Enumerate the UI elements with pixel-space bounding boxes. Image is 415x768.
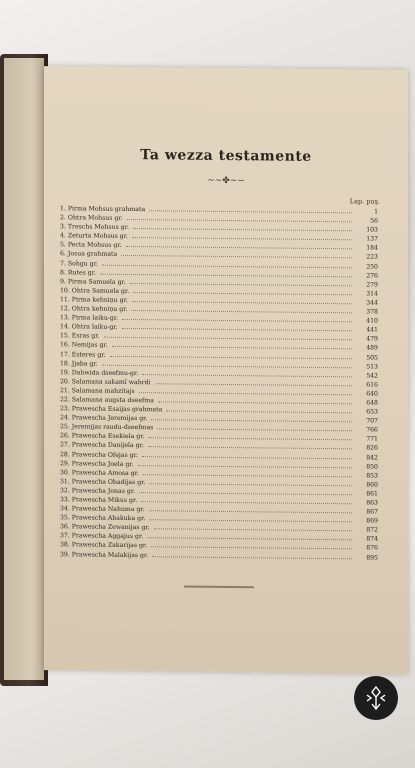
toc-entry-page: 861 bbox=[366, 490, 378, 498]
toc-entry-page: 276 bbox=[366, 272, 378, 280]
dot-leader bbox=[147, 533, 352, 541]
dot-leader bbox=[127, 214, 352, 222]
toc-entry-page: 895 bbox=[366, 554, 378, 562]
toc-entry-label: 1. Pirma Mohsus grahmata bbox=[60, 205, 146, 214]
toc-entry-label: 18. Jjaba gr. bbox=[60, 359, 98, 368]
dot-leader bbox=[142, 369, 352, 377]
toc-entry-label: 30. Prawescha Amosa gr. bbox=[60, 468, 139, 477]
dot-leader bbox=[151, 542, 352, 550]
toc-entry-label: 26. Prawescha Esekiela gr. bbox=[60, 432, 145, 441]
watermark-badge bbox=[354, 676, 398, 720]
toc-entry-page: 863 bbox=[366, 499, 378, 507]
toc-entry-page: 505 bbox=[366, 353, 378, 362]
toc-entry-page: 640 bbox=[366, 390, 378, 398]
toc-entry-page: 853 bbox=[366, 472, 378, 480]
dot-leader bbox=[130, 278, 352, 286]
toc-entry-page: 872 bbox=[366, 526, 378, 534]
dot-leader bbox=[148, 442, 352, 450]
dot-leader bbox=[152, 551, 352, 559]
toc-entry-page: 279 bbox=[366, 281, 378, 289]
toc-entry-label: 35. Prawescha Abakuka gr. bbox=[60, 514, 146, 523]
toc-entry-page: 860 bbox=[366, 481, 378, 489]
toc-entry-label: 8. Rutes gr. bbox=[60, 268, 97, 277]
toc-entry-label: 27. Prawescha Danijela gr. bbox=[60, 441, 144, 450]
dot-leader bbox=[102, 359, 352, 368]
dot-leader bbox=[142, 451, 352, 459]
dot-leader bbox=[133, 223, 352, 231]
toc-entry-label: 16. Nemijas gr. bbox=[60, 341, 108, 350]
toc-entry-page: 771 bbox=[366, 435, 378, 443]
toc-entry-page: 867 bbox=[366, 508, 378, 516]
toc-entry-label: 4. Zeturta Mohsus gr. bbox=[60, 232, 128, 241]
toc-entry-page: 513 bbox=[366, 363, 378, 371]
toc-entry-page: 616 bbox=[366, 381, 378, 389]
dot-leader bbox=[154, 524, 352, 532]
toc-entry-label: 19. Dahwida dseefmu-gr. bbox=[60, 368, 139, 377]
end-rule bbox=[184, 586, 254, 589]
table-of-contents bbox=[60, 204, 378, 562]
toc-entry-page: 869 bbox=[366, 517, 378, 525]
toc-entry-label: 23. Prawescha Esaijas grahmata bbox=[60, 405, 163, 414]
dot-leader bbox=[166, 405, 352, 413]
dot-leader bbox=[133, 287, 352, 295]
toc-entry-label: 11. Pirma kehniņu gr. bbox=[60, 296, 128, 304]
toc-entry-label: 14. Ohtra laiku-gr. bbox=[60, 323, 118, 332]
dot-leader bbox=[149, 205, 352, 213]
toc-entry-label: 7. Sohgu gr. bbox=[60, 259, 98, 268]
toc-entry-page: 479 bbox=[366, 335, 378, 343]
dot-leader bbox=[122, 323, 352, 331]
toc-entry-label: 29. Prawescha Joela gr. bbox=[60, 459, 134, 468]
toc-entry-label: 12. Ohtra kehniņu gr. bbox=[60, 305, 128, 313]
toc-entry-label: 25. Jeremijas raudu-dseefmas bbox=[60, 423, 154, 432]
toc-entry-page: 103 bbox=[366, 226, 378, 234]
dot-leader bbox=[155, 378, 352, 386]
toc-entry-label: 39. Prawescha Malakijas gr. bbox=[60, 550, 149, 559]
toc-entry-page: 441 bbox=[366, 326, 378, 334]
toc-entry-page: 874 bbox=[366, 535, 378, 543]
dot-leader bbox=[121, 250, 352, 258]
dot-leader bbox=[151, 414, 352, 422]
dot-leader bbox=[102, 259, 352, 268]
toc-entry-label: 15. Esras gr. bbox=[60, 332, 100, 340]
dot-leader bbox=[131, 305, 352, 313]
dot-leader bbox=[149, 505, 352, 513]
toc-entry-label: 3. Treschs Mohsus gr. bbox=[60, 223, 129, 232]
toc-entry-page: 344 bbox=[366, 299, 378, 307]
toc-entry-label: 24. Prawescha Jeremijas gr. bbox=[60, 414, 148, 423]
toc-entry-page: 542 bbox=[366, 372, 378, 380]
toc-entry-page: 850 bbox=[366, 463, 378, 471]
dot-leader bbox=[158, 396, 352, 404]
dot-leader bbox=[126, 241, 352, 249]
toc-entry-page: 378 bbox=[366, 308, 378, 316]
toc-entry-label: 34. Prawescha Nahuma gr. bbox=[60, 505, 145, 514]
toc-entry-label: 9. Pirma Samuela gr. bbox=[60, 278, 126, 286]
toc-entry-label: 5. Pecta Mohsus gr. bbox=[60, 241, 122, 250]
toc-entry-page: 184 bbox=[366, 244, 378, 252]
toc-entry-label: 20. Salamana sakamî wahrdi bbox=[60, 378, 151, 386]
title-ornament: ~~✤~~ bbox=[207, 175, 245, 187]
toc-row bbox=[60, 550, 378, 562]
toc-entry-page: 410 bbox=[366, 317, 378, 325]
book-page bbox=[44, 66, 408, 674]
dot-leader bbox=[110, 350, 352, 359]
dot-leader bbox=[139, 387, 352, 395]
page-title: Ta wezza testamente bbox=[140, 147, 312, 165]
toc-entry-page: 56 bbox=[370, 217, 378, 225]
toc-entry-label: 31. Prawescha Obadijas gr. bbox=[60, 478, 146, 486]
dot-leader bbox=[141, 496, 352, 504]
dot-leader bbox=[143, 469, 352, 477]
dot-leader bbox=[100, 268, 352, 277]
toc-entry-page: 137 bbox=[366, 235, 378, 243]
toc-entry-label: 6. Josua grahmata bbox=[60, 250, 118, 259]
dot-leader bbox=[138, 460, 352, 468]
toc-entry-page: 766 bbox=[366, 426, 378, 434]
toc-entry-page: 223 bbox=[366, 253, 378, 262]
toc-entry-label: 36. Prawescha Zewanijas gr. bbox=[60, 523, 150, 532]
toc-entry-label: 33. Prawescha Mikus gr. bbox=[60, 496, 138, 505]
toc-entry-page: 489 bbox=[366, 344, 378, 352]
toc-entry-label: 22. Salamana augsta dseefma bbox=[60, 396, 154, 405]
dot-leader bbox=[149, 514, 352, 522]
toc-entry-label: 2. Ohtra Mohsus gr. bbox=[60, 214, 123, 223]
toc-entry-label: 38. Prawescha Zakarijas gr. bbox=[60, 541, 148, 550]
toc-entry-label: 17. Esteres gr. bbox=[60, 350, 106, 359]
toc-entry-page: 842 bbox=[366, 453, 378, 462]
dot-leader bbox=[132, 296, 352, 304]
dot-leader bbox=[112, 341, 352, 350]
toc-entry-page: 876 bbox=[366, 544, 378, 553]
dot-leader bbox=[148, 433, 352, 441]
toc-entry-page: 707 bbox=[366, 417, 378, 425]
dot-leader bbox=[104, 332, 353, 341]
toc-entry-label: 13. Pirma laiku-gr. bbox=[60, 314, 119, 322]
folk-ornament-icon bbox=[362, 684, 390, 712]
toc-entry-label: 10. Ohtra Samuela gr. bbox=[60, 287, 130, 295]
toc-entry-label: 28. Prawescha Ofejas gr. bbox=[60, 450, 138, 459]
toc-entry-page: 314 bbox=[366, 290, 378, 298]
dot-leader bbox=[157, 424, 352, 432]
toc-entry-page: 653 bbox=[366, 408, 378, 416]
toc-entry-page: 1 bbox=[374, 208, 378, 216]
toc-entry-page: 648 bbox=[366, 399, 378, 407]
end-paper bbox=[4, 58, 44, 680]
column-header: Lap. puş. bbox=[349, 197, 380, 206]
dot-leader bbox=[139, 487, 352, 495]
toc-entry-page: 826 bbox=[366, 444, 378, 453]
dot-leader bbox=[132, 232, 352, 240]
dot-leader bbox=[149, 478, 352, 486]
dot-leader bbox=[122, 314, 352, 322]
toc-entry-label: 32. Prawescha Jonas gr. bbox=[60, 487, 136, 495]
toc-entry-page: 250 bbox=[366, 263, 378, 271]
toc-entry-label: 37. Prawescha Aggajus gr. bbox=[60, 532, 144, 541]
toc-entry-label: 21. Salamana mahzitajs bbox=[60, 387, 135, 395]
